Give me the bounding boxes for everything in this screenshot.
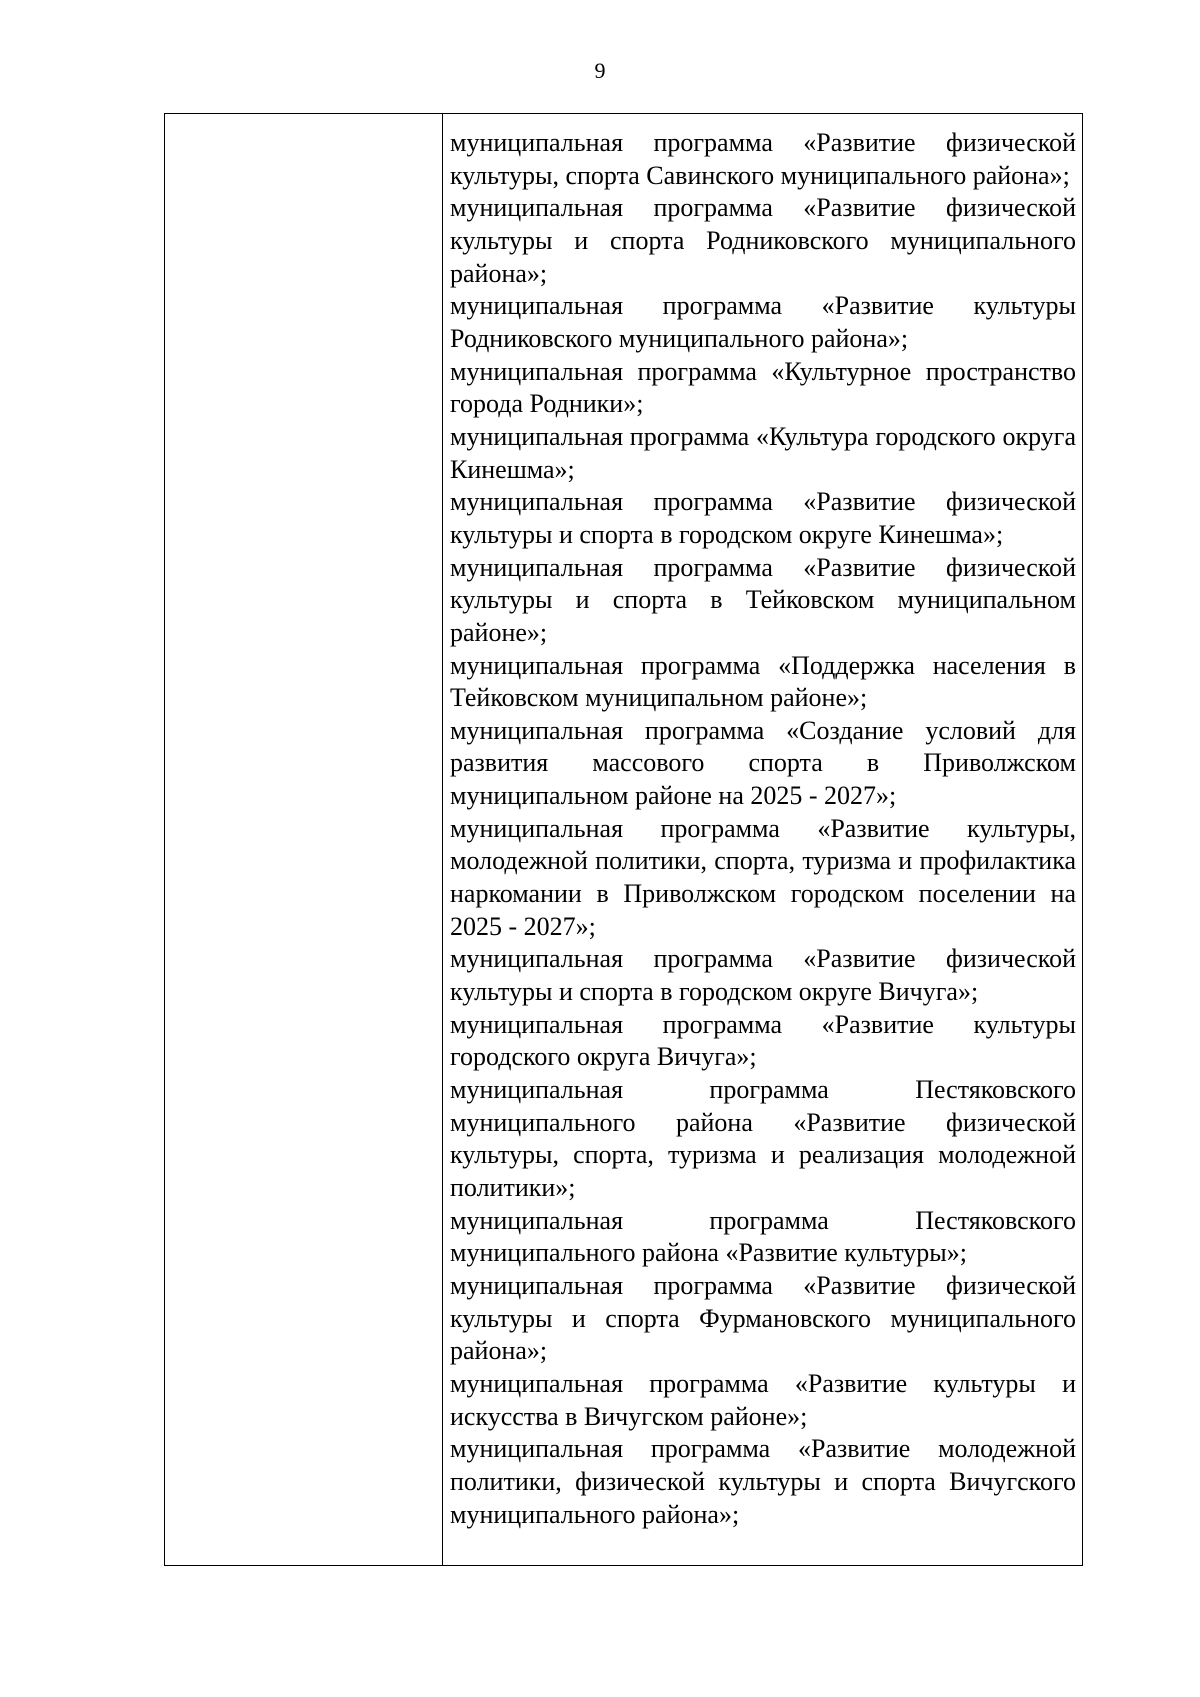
program-entry: муниципальная программа «Поддержка населения в Тейковском муниципальном районе»; xyxy=(450,650,1076,713)
program-entry: муниципальная программа «Развитие культуры Родниковского муниципального района»; xyxy=(450,291,1076,353)
program-entry: муниципальная программа «Культурное пространство города Родники»; xyxy=(450,356,1076,419)
program-entry: муниципальная программа «Развитие культуры, молодежной политики, спорта, туризма и профилактика наркомании в Приволжском городском поселении на 2025 - 2027»; xyxy=(450,813,1076,941)
program-entry: муниципальная программа Пестяковского муниципального района «Развитие культуры»; xyxy=(450,1205,1076,1268)
program-entry: муниципальная программа «Развитие культуры городского округа Вичуга»; xyxy=(450,1009,1076,1072)
program-entry: муниципальная программа «Развитие молодежной политики, физической культуры и спорта Вичугского муниципального района»; xyxy=(450,1434,1076,1529)
program-entry: муниципальная программа «Развитие физической культуры и спорта в городском округе Кинешма»; xyxy=(450,487,1076,549)
page-number: 9 xyxy=(594,58,606,83)
table-left-cell xyxy=(165,114,443,1565)
program-entry: муниципальная программа «Развитие физической культуры, спорта Савинского муниципального района»; xyxy=(450,128,1076,190)
program-entry: муниципальная программа «Развитие физической культуры и спорта в городском округе Вичуга»; xyxy=(450,944,1076,1007)
program-entry: муниципальная программа «Создание условий для развития массового спорта в Приволжском муниципальном районе на 2025 - 2027»; xyxy=(450,715,1076,811)
program-table xyxy=(164,113,1083,1566)
program-entry: муниципальная программа «Культура городского округа Кинешма»; xyxy=(450,421,1076,484)
program-entry: муниципальная программа «Развитие культуры и искусства в Вичугском районе»; xyxy=(450,1368,1076,1431)
program-entry: муниципальная программа Пестяковского муниципального района «Развитие физической культуры, спорта, туризма и реализация молодежной политики»; xyxy=(450,1075,1076,1202)
program-entry: муниципальная программа «Развитие физической культуры и спорта Родниковского муниципального района»; xyxy=(450,193,1076,288)
program-entry: муниципальная программа «Развитие физической культуры и спорта Фурмановского муниципального района»; xyxy=(450,1270,1076,1366)
program-entry: муниципальная программа «Развитие физической культуры и спорта в Тейковском муниципальном районе»; xyxy=(450,552,1076,647)
table-right-cell xyxy=(443,114,1082,1565)
